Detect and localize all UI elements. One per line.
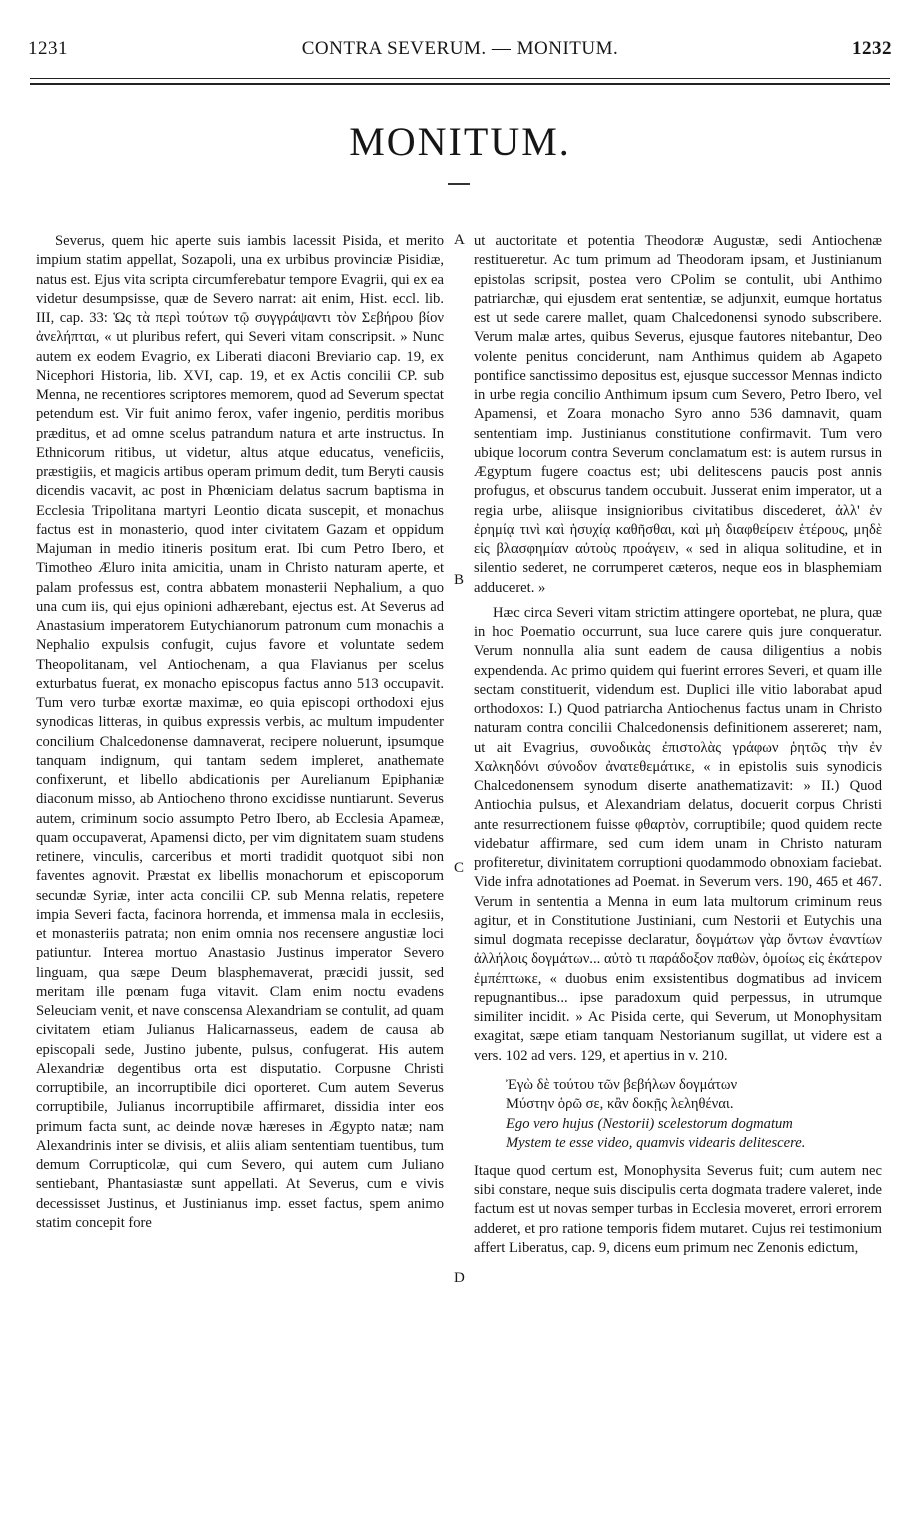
verse-latin-line-2: Mystem te esse video, quamvis videaris delitescere. — [506, 1135, 806, 1152]
verse-latin-line-1: Ego vero hujus (Nestorii) scelestorum dogmatum — [506, 1115, 793, 1132]
page-title: MONITUM. — [349, 119, 571, 164]
margin-marker-c: C — [454, 860, 465, 876]
margin-marker-a: A — [454, 232, 465, 248]
verse-quotation — [506, 1076, 882, 1154]
margin-marker-d: D — [454, 1270, 465, 1286]
right-paragraph-3: Itaque quod certum est, Monophysita Severus fuit; cum autem nec sibi constare, neque suis discipulis certa dogmata tradere valeret, inde factum est ut novas semper turbas in Ecclesia moveret, errori errorem adderet, et pro ratione temporis fidem mutaret. Cujus rei testimonium affert Liberatus, cap. 9, dicens eum primum nec Zenonis edictum, — [474, 1162, 882, 1256]
right-paragraph-1: ut auctoritate et potentia Theodoræ Augustæ, sedi Antiochenæ restitueretur. Ac tum primum ad Theodoram ipsam, et Justinianum epistolas scripsit, postea vero CPolim se contulit, ubi Anthimo patriarchæ, qui ejusdem erat sententiæ, se adjunxit, eumque hortatus est ut sede carere mallet, quam Chalcedonensi synodo subscribere. Verum malæ artes, quibus Severus, ejusque fautores nitebantur, Deo volente penitus conciderunt, nam Anthimus quidem ab Agapeto pontifice sanctissimo depositus est, ejusque successor Mennas indicto in urbe regia concilio Anthimum ipsum cum Severo, Petro Ibero, vel Apamensi, et Zoara monacho Syro anno 536 damnavit, quam sententiam imp. Justinianus constitutione confirmavit. Tum vero ubique locorum contra Severum conclamatum est: is autem rursus in Ægyptum fugere coactus est; ubi delitescens paucis post annis profugus, et obscurus tandem occubuit. Jusserat enim imperator, ut a regia urbe, aliisque insignioribus civitatibus discederet, ἀλλ' ἐν ἐρημίᾳ τινὶ καὶ ἡσυχίᾳ καθῆσθαι, καὶ μὴ διαφθείρειν ἑτέρους, μηδὲ εἰς βλασφημίαν αὐτοὺς προάγειν, « sed in aliqua solitudine, et in silentio sederet, ne corrumperet cæteros, neque eos in blasphemiam adduceret. » — [474, 233, 882, 596]
title-ornament-dash — [448, 183, 470, 185]
header-rule-thick — [30, 83, 890, 85]
running-head-title: CONTRA SEVERUM. — MONITUM. — [301, 38, 619, 59]
left-paragraph-1: Severus, quem hic aperte suis iambis lacessit Pisida, et merito impium statim appellat, Sozapoli, una ex urbibus provinciæ Pisidiæ, natus est. Ejus vita scripta circumferebatur tempore Evagrii, qui ex ea videtur desumpsisse, quæ de Severo narrat: ait enim, Hist. eccl. lib. III, cap. 33: Ὡς τὰ περὶ τούτων τῷ συγγράψαντι τὸν Σεβήρου βίον ἀνελήπται, « ut pluribus refert, qui Severi vitam conscripsit. » Nunc autem ex eodem Evagrio, ex Liberati diaconi Breviario cap. 19, ex Nicephori Historia, lib. XVI, cap. 19, et ex Actis concilii CP. sub Menna, ne recentiores scriptores memorem, quod ad Severum spectat petendum est. Vir fuit animo ferox, vafer ingenio, perditis moribus præditus, et ad omne scelus patrandum natura et arte instructus. In Ethnicorum ritibus, ut videtur, altus atque educatus, veneficiis, præstigiis, et magicis artibus operam primum dedit, tum Beryti causis dicendis vacavit, ac post in Phœniciam delatus sacrum baptisma in Ecclesia Tripolitana martyri Leontio dicata suscepit, et monachus factus est in monasterio, quod inter civitatem Gazam et oppidum Majuman in medio itineris positum erat. Ibi cum Petro Ibero, et Timotheo Æluro inita amicitia, unam in Christo naturam aperte, et palam professus est, contra abbatem monasterii Nephalium, a quo una cum iis, qui ejus opinioni adhærebant, ejectus est. At Severus ad Anastasium imperatorem Eutychianorum patronum cum monachis a Nephalio expulsis confugit, cujus favore et voluntate sedem Theopolitanam, vel Antiochenam, a qua Flavianus per scelus exturbatus fuerat, ex monacho episcopus factus anno 513 occupavit. Tum vero turbæ exortæ maximæ, eo quia episcopi orthodoxi ejus synodicas litteras, in quibus expressis verbis, ac multum impudenter concilium Chalcedonense damnaverat, recipere noluerunt, ipsumque tanquam indignum, qui tantam sedem impleret, anathemate confixerunt, et libello abdicationis per Aurelianum Epiphaniæ diaconum misso, ab Antiocheno throno excidisse nuntiarunt. Severus autem, criminum socio assumpto Petro Ibero, ab Ecclesia Apameæ, quam occupaverat, Apamensi dicto, per vim dignitatem suam studens retinere, vinculis, carceribus et morti tradidit quotquot sibi non faventes agnovit. Præstat ex libellis monachorum et episcoporum secundæ Syriæ, inter acta concilii CP. sub Menna relatis, repetere impia Severi facta, facinora horrenda, et immensa mala in ecclesiis, et monasteriis patrata; non enim omnia nos recensere angustiæ loci patiuntur. Interea mortuo Anastasio Justinus imperator Severo linguam, qua sæpe Deum blasphemaverat, præcidi jussit, sed meritam ille pœnam fuga vitavit. Clam enim noctu evadens Seleuciam venit, et nave conscensa Alexandriam se contulit, ad quam civitatem etiam Julianus Halicarnasseus, eadem de causa ab episcopali sede, Justino jubente, pulsus, confugerat. His autem Alexandriæ degentibus orta est disputatio. Corpusne Christi corruptibile, an incorruptibile dici oporteret. Cum autem Severus corruptibile, Julianus incorruptibile affirmaret, dissidia inter eos primum facta sunt, ac deinde novæ hæreses in Ægypto natæ; nam Alexandrinis inter se divisis, et aliis aliam sententiam tuentibus, tum demum Corrupticolæ, qui cum Severo, qui autem cum Juliano sentiebant, Phantasiastæ sunt appellati. At Severus, cum e vivis decessisset Justinus, et Justinianus imp. esset factus, spem animo statim concepit fore — [36, 233, 444, 1231]
right-paragraph-2: Hæc circa Severi vitam strictim attingere oportebat, ne plura, quæ in hoc Poematio occurrunt, sua luce carere quis jure conqueratur. Verum nonnulla alia sunt eadem de causa diligentius a nobis expendenda. Ac primo quidem qui fuerint errores Severi, et quam ille sectam constituerit, videndum est. Duplici ille vitio laborabat apud orthodoxos: I.) Quod patriarcha Antiochenus factus unam in Christo naturam contra concilii Chalcedonensis definitionem assereret; nam, ut ait Evagrius, συνοδικὰς ἐπιστολὰς γράφων ῥητῶς τὴν ἐν Χαλκηδόνι σύνοδον ἀνατεθεμάτικε, « in epistolis suis synodicis Chalcedonensem synodum diserte anathematizavit: » II.) Quod Antiochia pulsus, et Alexandriam delatus, docuerit corpus Christi ante resurrectionem fuisse φθαρτὸν, corruptibile; quod quidem recte videbatur affirmare, sed cum idem unam in Christo naturam profiteretur, divinitatem corruptioni quodammodo obnoxiam faciebat. Vide infra adnotationes ad Poemat. in Severum vers. 190, 465 et 467. Verum in sententia a Menna in eum lata multorum criminum reus agitur, et in Constitutione Justiniani, cum Nestorii et Eutychis una simul dogmata recepisse declaratur, δογμάτων γὰρ ὄντων ἐναντίων ἀλλήλοις δογμάτων... αὐτὸ τι παράδοξον παθὼν, ὁμοίως εἰς ἑκάτερον ἐμπέπτωκε, « duobus enim exsistentibus dogmatibus ad invicem repugnantibus... ipse paradoxum quid perpessus, in utrumque similiter incidit. » Ac Pisida certe, qui Severum, ut Monophysitam exagitat, sæpe etiam tanquam Nestorianum sugillat, ut videre est a vers. 102 ad vers. 129, et apertius in v. 210. — [474, 604, 882, 1064]
left-column — [36, 232, 444, 1233]
right-column — [474, 232, 882, 1258]
verse-greek-line-1: Ἐγὼ δὲ τούτου τῶν βεβήλων δογμάτων — [506, 1076, 738, 1093]
page-number-right: 1232 — [852, 38, 892, 59]
running-head — [28, 38, 892, 62]
page-number-left: 1231 — [28, 38, 68, 59]
verse-greek-line-2: Μύστην ὁρῶ σε, κἂν δοκῇς λεληθέναι. — [506, 1096, 734, 1113]
header-rule-thin — [30, 78, 890, 79]
margin-marker-b: B — [454, 572, 465, 588]
